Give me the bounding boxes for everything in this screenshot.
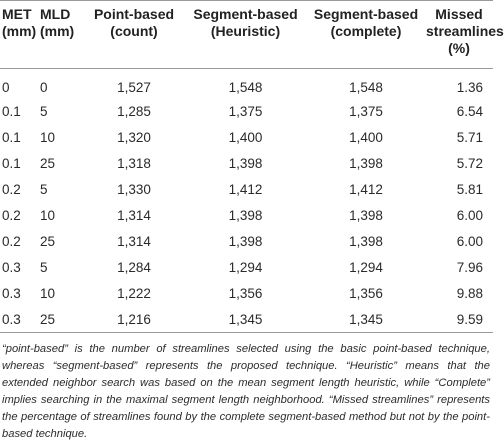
- table-cell: 5.72: [456, 156, 483, 171]
- table-cell: 9.59: [425, 307, 493, 333]
- table-row: [0, 307, 493, 333]
- table-cell: 0.3: [0, 307, 40, 333]
- table-cell: 0.3: [2, 286, 21, 301]
- table-cell: 1,400: [349, 130, 383, 145]
- table-row: [0, 99, 493, 125]
- table-cell: 1,345: [307, 307, 425, 333]
- table-cell: 1,318: [117, 156, 151, 171]
- table-cell: 1,284: [117, 260, 151, 275]
- missed-streamlines-header: [425, 1, 504, 69]
- table-cell: 25: [40, 234, 56, 249]
- table-cell: 1,527: [84, 69, 184, 99]
- table-cell: 1,548: [307, 69, 425, 99]
- table-cell: 0.2: [2, 182, 21, 197]
- header-row: [0, 1, 493, 69]
- table-cell: 1,398: [228, 156, 263, 171]
- table-row: [0, 69, 493, 99]
- table-cell: 10: [40, 286, 56, 301]
- header-line: (complete): [330, 23, 402, 39]
- table-cell: 1,285: [117, 104, 151, 119]
- table-cell: 1,375: [349, 104, 383, 119]
- table-cell: 1,330: [117, 182, 151, 197]
- table-cell: 1,294: [228, 260, 263, 275]
- table-cell: 1,412: [228, 182, 263, 197]
- table-cell: 0.1: [2, 156, 21, 171]
- table-row: [0, 229, 493, 255]
- table-cell: 0.2: [2, 208, 21, 223]
- table-cell: 1,314: [117, 208, 151, 223]
- table-cell: 5.71: [456, 130, 483, 145]
- table-cell: 1,398: [349, 156, 383, 171]
- table-cell: 1,398: [228, 208, 263, 223]
- table-cell: 6.00: [456, 208, 483, 223]
- table-cell: 1,356: [228, 286, 263, 301]
- table-cell: 1,398: [349, 234, 383, 249]
- met-header: [0, 1, 40, 69]
- table-cell: 7.96: [456, 260, 483, 275]
- table-cell: 0.1: [2, 104, 21, 119]
- header-line: (mm): [40, 23, 75, 39]
- table-row: [0, 255, 493, 281]
- header-line: Point-based: [93, 6, 175, 22]
- header-line: Segment-based: [193, 6, 298, 22]
- table-cell: 9.88: [456, 286, 483, 301]
- table-cell: 1,548: [184, 69, 307, 99]
- table-cell: 1,314: [117, 234, 151, 249]
- header-line: (count): [110, 23, 158, 39]
- table-cell: 0: [0, 69, 40, 99]
- table-cell: 5: [40, 104, 48, 119]
- table-row: [0, 151, 493, 177]
- point-based-header: [84, 1, 184, 69]
- header-line: MLD: [40, 6, 71, 22]
- header-line: Segment-based: [313, 6, 419, 22]
- table-cell: 5.81: [456, 182, 483, 197]
- table-row: [0, 177, 493, 203]
- table-cell: 6.54: [456, 104, 483, 119]
- table-cell: 1,345: [184, 307, 307, 333]
- table-cell: 1,400: [228, 130, 263, 145]
- header-line: (mm): [2, 23, 37, 39]
- table-cell: 1,412: [349, 182, 383, 197]
- table-cell: 25: [40, 156, 56, 171]
- table-row: [0, 281, 493, 307]
- table-row: [0, 203, 493, 229]
- table-cell: 1,216: [84, 307, 184, 333]
- header-line: Missed: [435, 6, 483, 22]
- table-cell: 1,294: [349, 260, 383, 275]
- header-line: (Heuristic): [210, 23, 281, 39]
- segment-complete-header: [307, 1, 425, 69]
- table-cell: 5: [40, 260, 48, 275]
- table-cell: 1,375: [228, 104, 263, 119]
- table-header: [0, 1, 504, 69]
- table-cell: 1,320: [117, 130, 151, 145]
- table-cell: 0.3: [2, 260, 21, 275]
- table-cell: 10: [40, 208, 56, 223]
- header-line: MET: [2, 6, 32, 22]
- table-body: [0, 69, 493, 333]
- table-cell: 0.2: [2, 234, 21, 249]
- table-cell: 1,222: [117, 286, 151, 301]
- table-caption: “point-based” is the number of streamlines selected using the basic point-based technique, whereas “segment-based” represents the proposed technique. “Heuristic” means that the extended neighbor search was based on the mean segment length heuristic, while “Complete” implies searching in the maximal segment length neighborhood. “Missed streamlines” represents the percentage of streamlines found by the complete segment-based method but not by the point-based technique.: [2, 343, 490, 441]
- table-cell: 5: [40, 182, 48, 197]
- table-cell: 1.36: [425, 69, 493, 99]
- header-line: streamlines: [426, 23, 504, 39]
- table-cell: 0.1: [2, 130, 21, 145]
- table-cell: 1,398: [228, 234, 263, 249]
- table-row: [0, 125, 493, 151]
- table-cell: 10: [40, 130, 56, 145]
- table-cell: 1,356: [349, 286, 383, 301]
- header-line: (%): [448, 40, 470, 56]
- table-cell: 6.00: [456, 234, 483, 249]
- table-cell: 0: [40, 69, 84, 99]
- table-cell: 1,398: [349, 208, 383, 223]
- mld-header: [40, 1, 84, 69]
- table-cell: 25: [40, 307, 84, 333]
- segment-heuristic-header: [184, 1, 307, 69]
